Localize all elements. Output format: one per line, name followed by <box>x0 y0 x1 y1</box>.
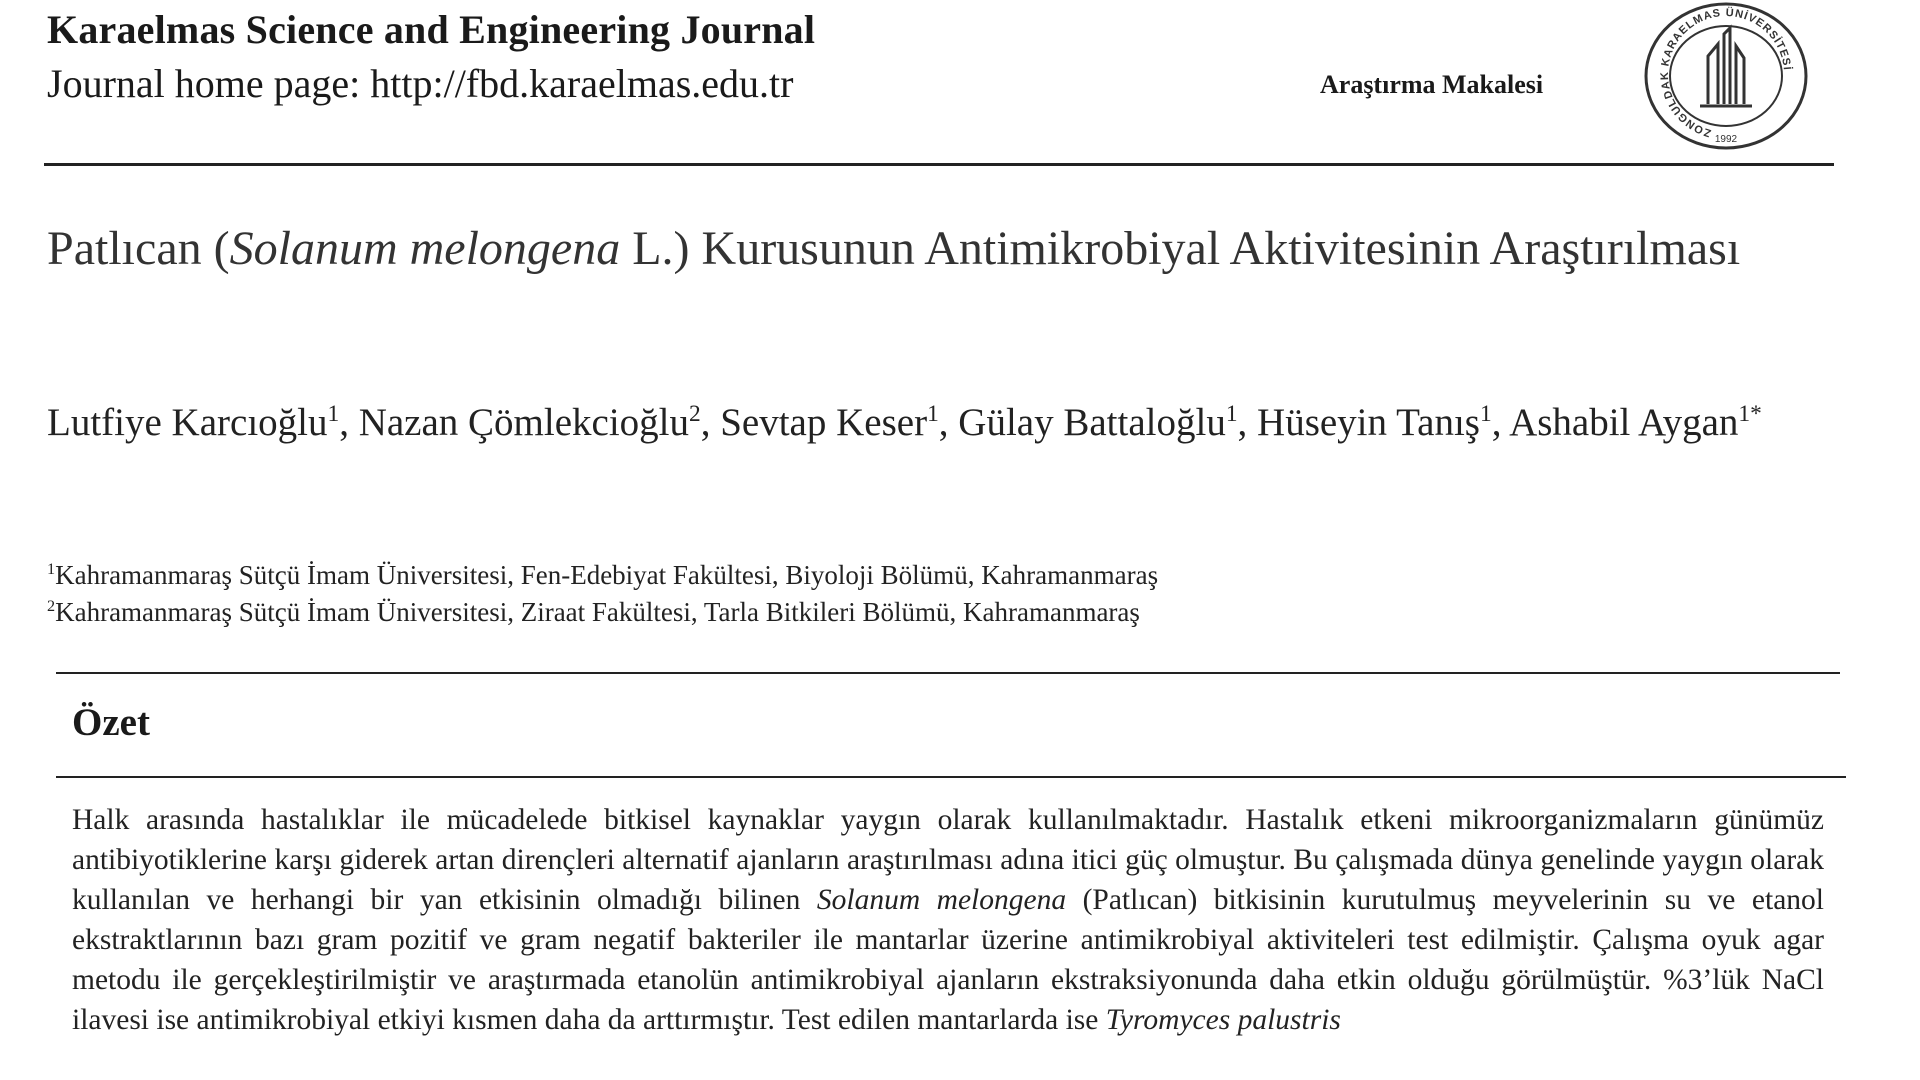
species-italic: Solanum melongena <box>816 884 1067 916</box>
author: Sevtap Keser$^1$, <box>720 401 959 444</box>
university-seal-logo <box>1642 0 1810 152</box>
article-title <box>47 218 1807 280</box>
title-part-2: L.) Kurusunun Antimikrobiyal Aktivitesinin Araştırılması <box>620 222 1741 275</box>
abstract-heading: Özet <box>72 701 150 744</box>
author: Lutfiye Karcıoğlu$^1$, <box>47 401 359 444</box>
affiliation-item: $^1$Kahramanmaraş Sütçü İmam Üniversitesi, Fen-Edebiyat Fakültesi, Biyoloji Bölümü, Kahramanmaraş <box>47 560 1159 590</box>
author: Nazan Çömlekcioğlu$^2$, <box>358 401 721 444</box>
abstract-bottom-divider <box>56 776 1846 778</box>
seal-year: 1992 <box>1714 134 1738 145</box>
abstract-top-divider <box>56 672 1840 674</box>
article-type-label: Araştırma Makalesi <box>1320 70 1544 99</box>
seal-text: ZONGULDAK KARAELMAS ÜNİVERSİTESİ <box>1658 6 1793 139</box>
journal-home-page: Journal home page: http://fbd.karaelmas.edu.tr <box>47 61 794 106</box>
journal-name: Karaelmas Science and Engineering Journal <box>47 7 816 52</box>
author: Hüseyin Tanış$^1$, <box>1257 401 1510 444</box>
author: Ashabil Aygan$^{1*}$ <box>1509 401 1762 444</box>
abstract-body: Halk arasında hastalıklar ile mücadelede bitkisel kaynaklar yaygın olarak kullanılmaktadır. Hastalık etkeni mikroorganizmaların günümüz antibiyotiklerine karşı giderek artan dirençleri alternatif ajanların araştırılması adına itici güç olmuştur. Bu çalışmada dünya genelinde yaygın olarak kullanılan ve herhangi bir yan etkisinin olmadığı bilinen Solanum melongena (Patlıcan) bitkisinin kurutulmuş meyvelerinin su ve etanol ekstraktlarının bazı gram pozitif ve gram negatif bakteriler ile mantarlar üzerine antimikrobiyal aktiviteleri test edilmiştir. Çalışma oyuk agar metodu ile gerçekleştirilmiştir ve araştırmada etanolün antimikrobiyal ajanların ekstraksiyonunda daha etkin olduğu görülmüştür. %3’lük NaCl ilavesi ise antimikrobiyal etkiyi kısmen daha da arttırmıştır. Test edilen mantarlarda ise Tyromyces palustris <box>72 804 1824 1036</box>
author: Gülay Battaloğlu$^1$, <box>958 401 1258 444</box>
title-part-1: Patlıcan ( <box>47 222 230 275</box>
title-species-italic: Solanum melongena <box>229 222 621 275</box>
affiliation-item: $^2$Kahramanmaraş Sütçü İmam Üniversitesi, Ziraat Fakültesi, Tarla Bitkileri Bölümü, Kahramanmaraş <box>47 597 1140 627</box>
affiliation-list <box>47 557 1827 631</box>
top-divider <box>44 163 1834 166</box>
author-list <box>47 396 1827 450</box>
species-italic: Tyromyces palustris <box>1105 1004 1341 1036</box>
